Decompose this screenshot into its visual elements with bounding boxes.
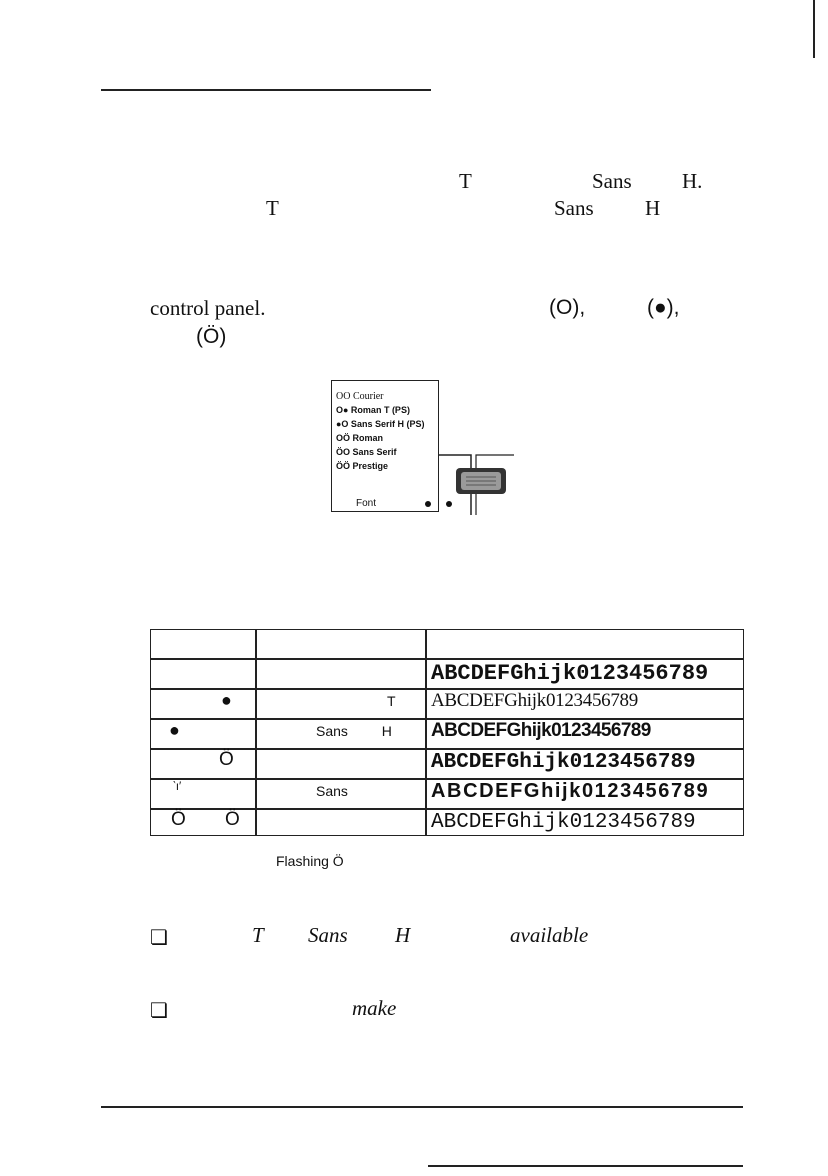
panel-line-roman-t: O● Roman T (PS) bbox=[336, 405, 410, 415]
panel-font-label: Font bbox=[356, 498, 377, 509]
table-row-5-name: Sans bbox=[316, 783, 348, 799]
panel-button-illustration bbox=[438, 440, 518, 516]
table-row-3-sample: ABCDEFGhijk0123456789 bbox=[431, 720, 651, 741]
table-row-2-name: T bbox=[387, 693, 396, 709]
panel-line-roman: OÖ Roman bbox=[336, 433, 384, 443]
top-right-rule bbox=[813, 0, 815, 58]
table-row-2-indicator: ● bbox=[221, 690, 232, 710]
note-1-available: available bbox=[510, 923, 589, 947]
control-panel-text: control panel. bbox=[150, 296, 266, 320]
table-row-5-indicator: ‵ı′ bbox=[173, 779, 182, 793]
text-sans-2: Sans bbox=[554, 196, 594, 220]
font-panel-illustration bbox=[331, 380, 439, 512]
off-symbol: (O), bbox=[549, 296, 586, 319]
note-1-sans: Sans bbox=[308, 923, 348, 947]
note-2-bullet: ❏ bbox=[150, 1000, 168, 1022]
panel-line-prestige: ÖÖ Prestige bbox=[336, 461, 389, 471]
note-1-t: T bbox=[252, 923, 264, 947]
text-t-2: T bbox=[266, 196, 279, 220]
panel-line-sans-serif: ÖO Sans Serif bbox=[336, 447, 397, 457]
table-row-6-sample: ABCDEFGhijk0123456789 bbox=[431, 811, 696, 834]
table-row-6-indicator: Ö Ö bbox=[171, 809, 240, 830]
panel-line-courier: OO Courier bbox=[336, 391, 384, 402]
table-row-2-sample: ABCDEFGhijk0123456789 bbox=[431, 690, 638, 711]
text-h-1: H. bbox=[682, 169, 703, 193]
table-row-4-indicator: Ö bbox=[219, 749, 234, 770]
flash-symbol: (Ö) bbox=[196, 325, 227, 348]
table-row-3-indicator: ● bbox=[169, 720, 180, 740]
font-table bbox=[150, 629, 744, 836]
footer-rule-short bbox=[428, 1165, 743, 1167]
footer-rule bbox=[101, 1106, 743, 1108]
on-symbol: (●), bbox=[647, 296, 680, 319]
text-t-1: T bbox=[459, 169, 472, 193]
text-h-2: H bbox=[645, 196, 661, 220]
table-row-1-sample: ABCDEFGhijk0123456789 bbox=[431, 661, 709, 686]
note-1-bullet: ❏ bbox=[150, 927, 168, 949]
table-row-4-sample: ABCDEFGhijk0123456789 bbox=[431, 751, 696, 774]
header-rule bbox=[101, 89, 431, 91]
panel-led-1 bbox=[425, 501, 431, 507]
panel-line-sans-serif-h: ●O Sans Serif H (PS) bbox=[336, 419, 425, 429]
table-row-5-sample: ABCDEFGhijk0123456789 bbox=[431, 780, 710, 802]
table-row-3-name: Sans H bbox=[316, 723, 392, 739]
text-sans-1: Sans bbox=[592, 169, 632, 193]
note-2-make: make bbox=[352, 996, 397, 1020]
note-1-h: H bbox=[395, 923, 411, 947]
table-footnote: Flashing Ö bbox=[276, 853, 344, 869]
